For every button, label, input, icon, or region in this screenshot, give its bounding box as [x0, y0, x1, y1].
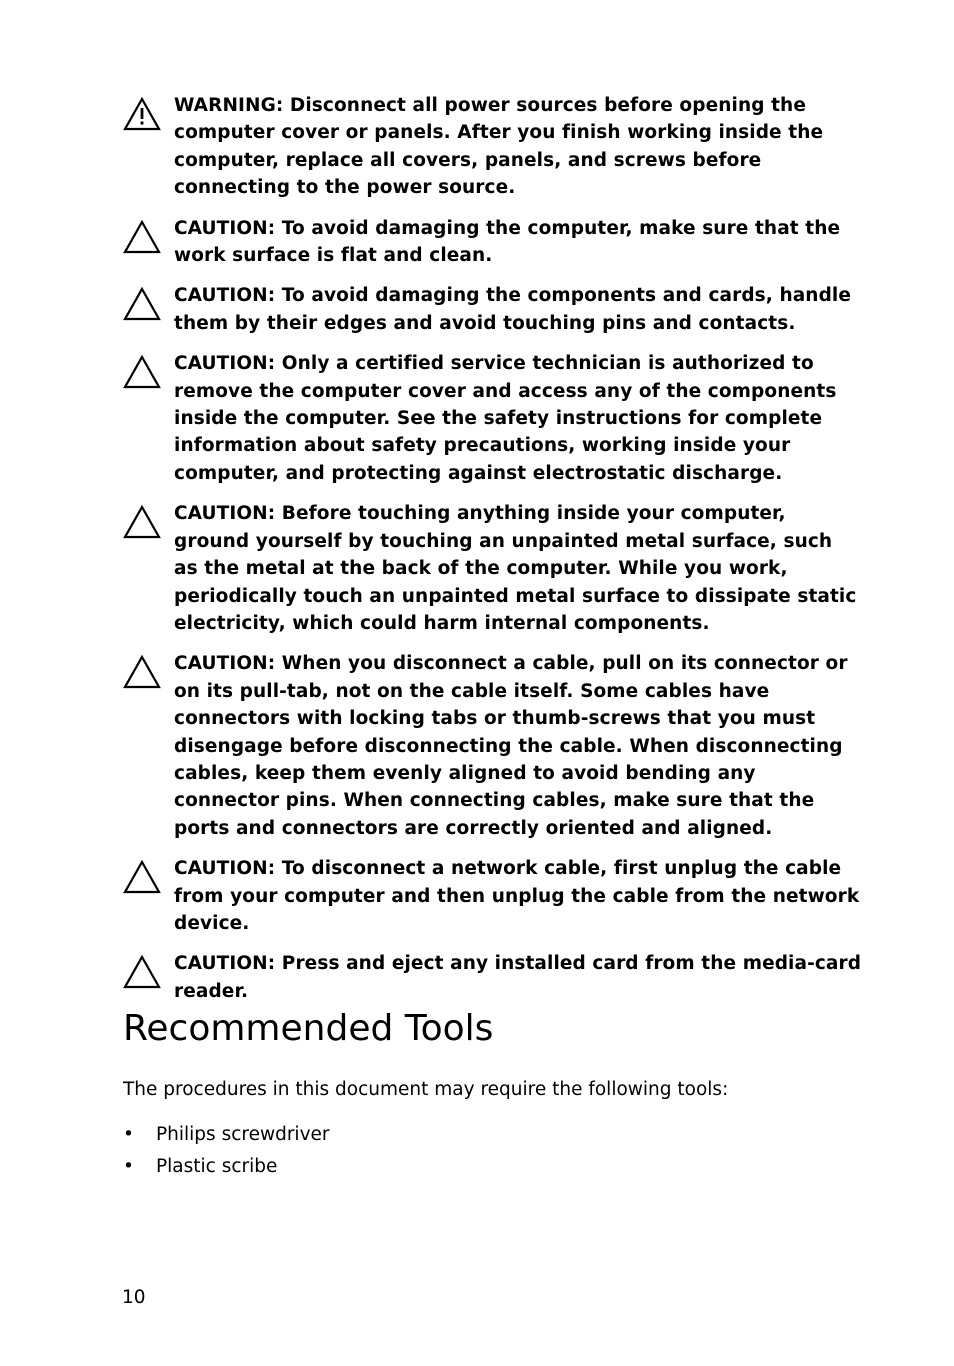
notice-text: CAUTION: To avoid damaging the computer, make sure that the work surface is flat and clean.: [174, 217, 841, 267]
notice-text: CAUTION: When you disconnect a cable, pull on its connector or on its pull-tab, not on the cable itself. Some cables have connectors with locking tabs or thumb-screws that you must disengage before disconnecting the cable. When disconnecting cables, keep them evenly aligned to avoid bending any connector pins. When connecting cables, make sure that the ports and connectors are correctly oriented and aligned.: [174, 653, 848, 839]
warning-icon: [122, 96, 162, 132]
notice-text: WARNING: Disconnect all power sources before opening the computer cover or panels. After you finish working inside the computer, replace all covers, panels, and screws before connecting to the power source.: [174, 95, 824, 199]
caution-notice: [122, 855, 862, 937]
section-title: Recommended Tools: [123, 1008, 494, 1049]
safety-notices: [122, 92, 862, 1018]
warning-notice: [122, 92, 862, 202]
bullet-icon: •: [123, 1156, 134, 1177]
bullet-icon: •: [123, 1124, 134, 1145]
caution-icon: [122, 219, 162, 255]
notice-text: CAUTION: To avoid damaging the components and cards, handle them by their edges and avoid touching pins and contacts.: [174, 285, 851, 334]
caution-notice: [122, 215, 862, 270]
notice-text: CAUTION: To disconnect a network cable, first unplug the cable from your computer and then unplug the cable from the network device.: [174, 858, 860, 934]
caution-icon: [122, 354, 162, 390]
list-item: [123, 1121, 330, 1149]
caution-notice: [122, 950, 862, 1005]
tool-name: Plastic scribe: [156, 1156, 278, 1177]
caution-icon: [122, 654, 162, 690]
page-number: 10: [122, 1287, 146, 1308]
notice-text: CAUTION: Before touching anything inside your computer, ground yourself by touching an unpainted metal surface, such as the metal at the back of the computer. While you work, periodically touch an unpainted metal surface to dissipate static electricity, which could harm internal components.: [174, 503, 857, 634]
caution-icon: [122, 286, 162, 322]
caution-icon: [122, 954, 162, 990]
tools-list: [123, 1121, 330, 1185]
caution-notice: [122, 282, 862, 337]
caution-icon: [122, 859, 162, 895]
section-intro: The procedures in this document may require the following tools:: [123, 1079, 729, 1100]
list-item: [123, 1153, 330, 1181]
caution-notice: [122, 650, 862, 842]
caution-notice: [122, 500, 862, 637]
notice-text: CAUTION: Only a certified service technician is authorized to remove the computer cover and access any of the components inside the computer. See the safety instructions for complete information about safety precautions, working inside your computer, and protecting against electrostatic discharge.: [174, 353, 837, 484]
notice-text: CAUTION: Press and eject any installed card from the media-card reader.: [174, 953, 862, 1002]
tool-name: Philips screwdriver: [156, 1124, 330, 1145]
caution-icon: [122, 504, 162, 540]
caution-notice: [122, 350, 862, 487]
